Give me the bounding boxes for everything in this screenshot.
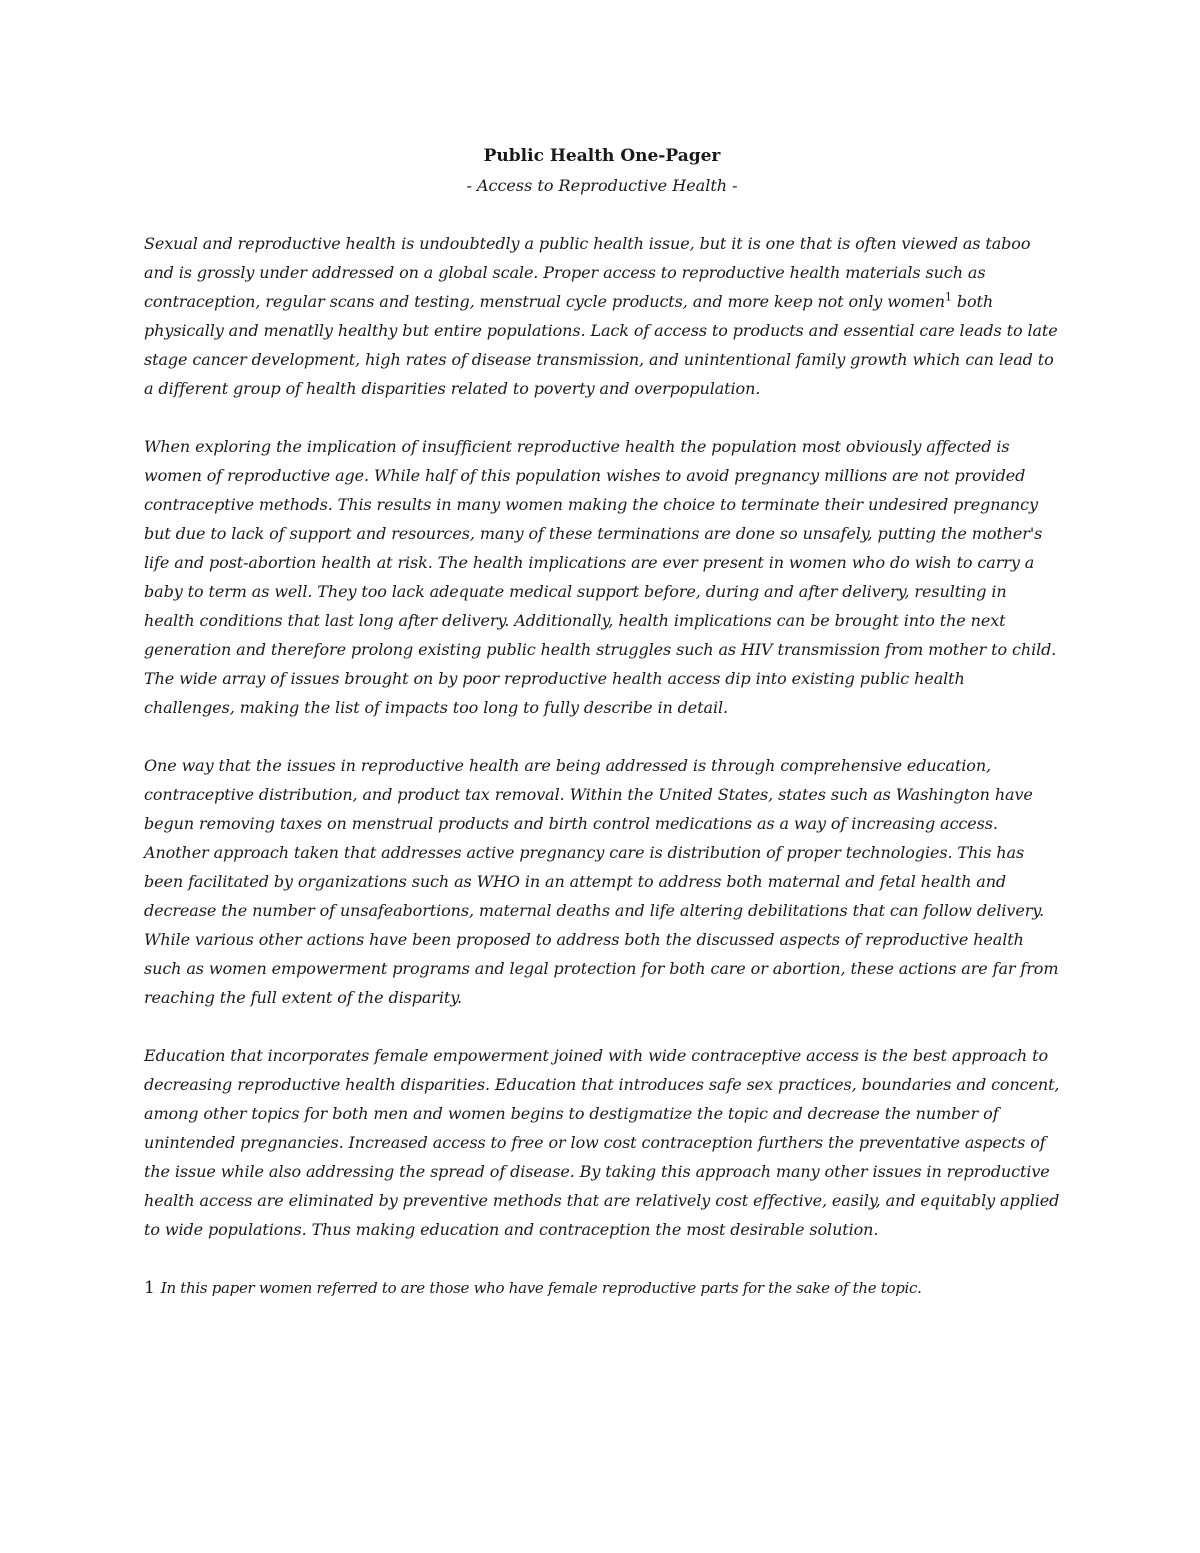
paragraph-intro xyxy=(144,229,1060,403)
paragraph-implications: When exploring the implication of insufficient reproductive health the population most obviously affected is women of reproductive age. While half of this population wishes to avoid pregnancy millions are not provided contraceptive methods. This results in many women making the choice to terminate their undesired pregnancy but due to lack of support and resources, many of these terminations are done so unsafely, putting the mother's life and post-abortion health at risk. The health implications are ever present in women who do wish to carry a baby to term as well. They too lack adequate medical support before, during and after delivery, resulting in health conditions that last long after delivery. Additionally, health implications can be brought into the next generation and therefore prolong existing public health struggles such as HIV transmission from mother to child. The wide array of issues brought on by poor reproductive health access dip into existing public health challenges, making the list of impacts too long to fully describe in detail. xyxy=(144,437,1057,717)
paragraph-current-approaches: One way that the issues in reproductive health are being addressed is through comprehensive education, contraceptive distribution, and product tax removal. Within the United States, states such as Washington have begun removing taxes on menstrual products and birth control medications as a way of increasing access. Another approach taken that addresses active pregnancy care is distribution of proper technologies. This has been facilitated by organizations such as WHO in an attempt to address both maternal and fetal health and decrease the number of unsafeabortions, maternal deaths and life altering debilitations that can follow delivery. While various other actions have been proposed to address both the discussed aspects of reproductive health such as women empowerment programs and legal protection for both care or abortion, these actions are far from reaching the full extent of the disparity. xyxy=(144,756,1059,1007)
document-title: Public Health One-Pager xyxy=(483,146,721,166)
footnote xyxy=(144,1273,1060,1303)
paragraph-intro-text: Sexual and reproductive health is undoubtedly a public health issue, but it is one that is often viewed as taboo and is grossly under addressed on a global scale. Proper access to reproductive health materials such as contraception, regular scans and testing, menstrual cycle products, and more keep not only women xyxy=(144,234,1031,311)
footnote-reference: 1 xyxy=(944,290,952,304)
document-body xyxy=(144,142,1060,1303)
paragraph-intro-text-continued: both physically and menatlly healthy but entire populations. Lack of access to products and essential care leads to late stage cancer development, high rates of disease transmission, and unintentional family growth which can lead to a different group of health disparities related to poverty and overpopulation. xyxy=(144,292,1058,398)
document-subtitle: - Access to Reproductive Health - xyxy=(466,176,738,195)
footnote-number: 1 xyxy=(144,1278,155,1298)
footnote-text: In this paper women referred to are those who have female reproductive parts for the sake of the topic. xyxy=(160,1279,922,1297)
paragraph-proposed-solution: Education that incorporates female empowerment joined with wide contraceptive access is the best approach to decreasing reproductive health disparities. Education that introduces safe sex practices, boundaries and concent, among other topics for both men and women begins to destigmatize the topic and decrease the number of unintended pregnancies. Increased access to free or low cost contraception furthers the preventative aspects of the issue while also addressing the spread of disease. By taking this approach many other issues in reproductive health access are eliminated by preventive methods that are relatively cost effective, easily, and equitably applied to wide populations. Thus making education and contraception the most desirable solution. xyxy=(144,1046,1060,1239)
